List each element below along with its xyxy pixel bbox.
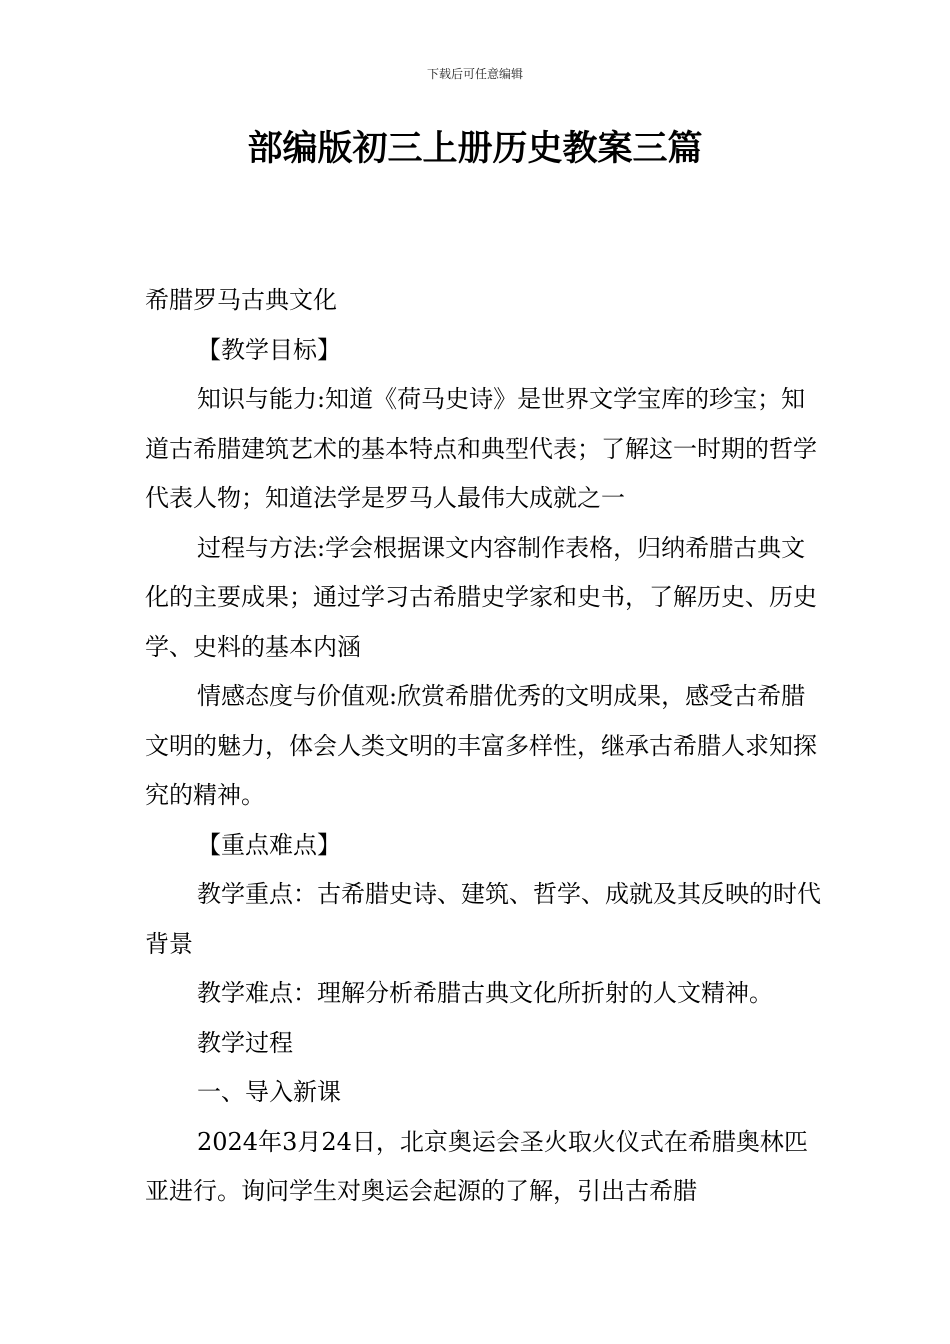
paragraph-process-method: 过程与方法:学会根据课文内容制作表格，归纳希腊古典文化的主要成果；通过学习古希腊史学家和史书，了解历史、历史学、史料的基本内涵 bbox=[145, 533, 817, 661]
paragraph-key-points: 教学重点：古希腊史诗、建筑、哲学、成就及其反映的时代背景 bbox=[145, 880, 821, 958]
paragraph-emotion-values: 情感态度与价值观:欣赏希腊优秀的文明成果，感受古希腊文明的魅力，体会人类文明的丰富多样性，继承古希腊人求知探究的精神。 bbox=[145, 682, 817, 809]
subheading-teaching-goals: 【教学目标】 bbox=[197, 335, 341, 364]
subheading-introduction: 一、导入新课 bbox=[197, 1078, 341, 1106]
section-heading: 希腊罗马古典文化 bbox=[145, 286, 337, 314]
paragraph-difficult-points: 教学难点：理解分析希腊古典文化所折射的人文精神。 bbox=[197, 979, 773, 1007]
subheading-teaching-process: 教学过程 bbox=[197, 1028, 293, 1057]
paragraph-knowledge-ability: 知识与能力:知道《荷马史诗》是世界文学宝库的珍宝；知道古希腊建筑艺术的基本特点和典型代表；了解这一时期的哲学代表人物；知道法学是罗马人最伟大成就之一 bbox=[145, 385, 817, 512]
subheading-key-difficult-points: 【重点难点】 bbox=[197, 830, 341, 859]
paragraph-introduction: 2024年3月24日，北京奥运会圣火取火仪式在希腊奥林匹亚进行。询问学生对奥运会起源的了解，引出古希腊 bbox=[145, 1127, 808, 1205]
page-header-note: 下载后可任意编辑 bbox=[426, 67, 523, 81]
document-title: 部编版初三上册历史教案三篇 bbox=[247, 129, 703, 169]
document-body bbox=[145, 276, 825, 1217]
